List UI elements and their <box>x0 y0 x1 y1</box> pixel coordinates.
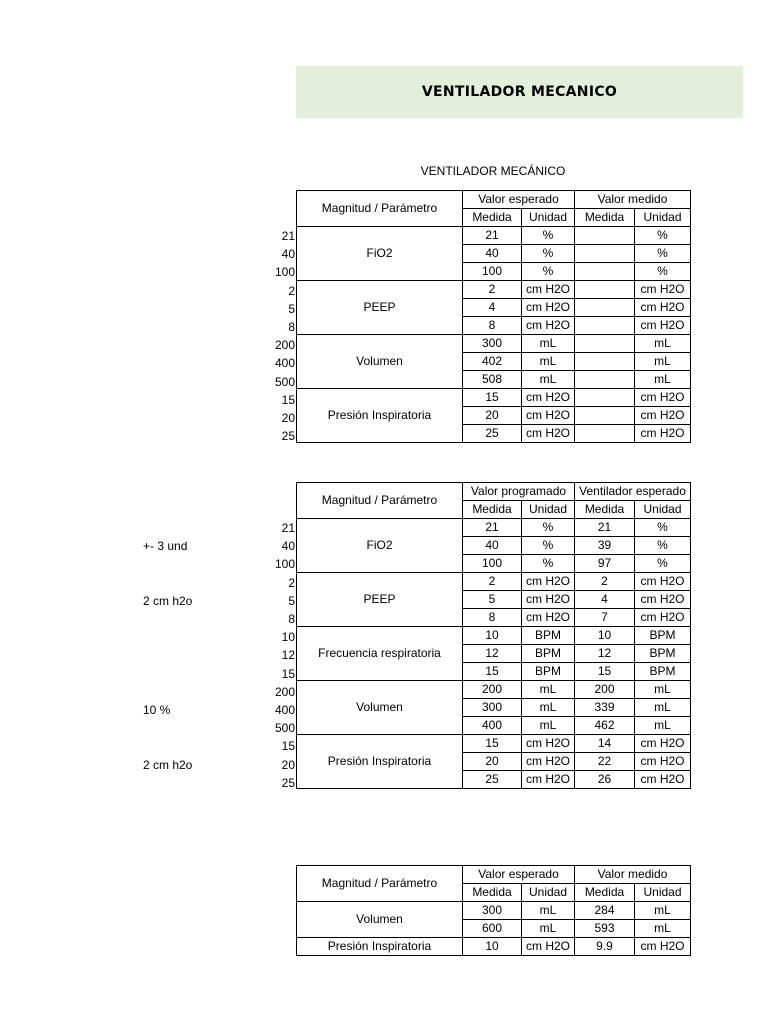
data-cell: 300 <box>463 335 522 353</box>
data-cell: 7 <box>575 609 635 627</box>
data-cell: 26 <box>575 771 635 789</box>
header-group-a: Valor programado <box>463 483 575 501</box>
data-cell: 300 <box>463 699 522 717</box>
data-cell: cm H2O <box>522 938 575 956</box>
table-row <box>297 681 691 699</box>
side-number: 500 <box>274 374 295 389</box>
tolerance-note: +- 3 und <box>143 539 188 554</box>
parameter-label: FiO2 <box>297 519 463 573</box>
data-cell: % <box>635 245 691 263</box>
side-number: 400 <box>274 356 295 371</box>
data-cell: mL <box>635 717 691 735</box>
data-cell <box>575 245 635 263</box>
data-cell: % <box>522 263 575 281</box>
data-cell: 593 <box>575 920 635 938</box>
side-number: 12 <box>281 648 295 663</box>
header-group-b: Valor medido <box>575 866 691 884</box>
side-number: 5 <box>288 301 295 316</box>
data-cell: 21 <box>463 519 522 537</box>
side-number: 15 <box>281 666 295 681</box>
data-cell: 25 <box>463 425 522 443</box>
table-row <box>297 902 691 920</box>
page-title: VENTILADOR MECANICO <box>421 84 618 100</box>
data-cell: 100 <box>463 263 522 281</box>
data-cell <box>575 407 635 425</box>
data-cell <box>575 371 635 389</box>
data-cell: % <box>635 519 691 537</box>
data-cell: 20 <box>463 407 522 425</box>
subheader-cell: Unidad <box>635 884 691 902</box>
data-cell: 22 <box>575 753 635 771</box>
data-cell: % <box>522 555 575 573</box>
side-number: 20 <box>281 411 295 425</box>
table-caption: VENTILADOR MECÁNICO <box>420 164 566 178</box>
data-cell: 2 <box>575 573 635 591</box>
side-number: 40 <box>281 247 295 262</box>
data-cell <box>575 317 635 335</box>
side-number: 21 <box>281 521 295 535</box>
side-number: 25 <box>281 775 295 790</box>
subheader-cell: Medida <box>463 884 522 902</box>
data-cell: cm H2O <box>635 281 691 299</box>
data-cell: 600 <box>463 920 522 938</box>
table-row <box>297 573 691 591</box>
data-cell: cm H2O <box>522 389 575 407</box>
data-cell: % <box>522 245 575 263</box>
side-number: 40 <box>281 539 295 554</box>
data-cell: cm H2O <box>522 299 575 317</box>
data-cell <box>575 281 635 299</box>
header-group-b: Ventilador esperado <box>575 483 691 501</box>
data-cell: cm H2O <box>522 771 575 789</box>
data-cell: 2 <box>463 281 522 299</box>
data-cell: 10 <box>463 627 522 645</box>
data-cell: 15 <box>463 389 522 407</box>
table-row <box>297 335 691 353</box>
title-banner <box>296 66 743 118</box>
data-cell: % <box>522 519 575 537</box>
data-cell: mL <box>522 699 575 717</box>
side-number: 100 <box>274 265 295 280</box>
data-cell: cm H2O <box>522 407 575 425</box>
data-cell <box>575 353 635 371</box>
subheader-cell: Medida <box>463 209 522 227</box>
data-cell: cm H2O <box>635 407 691 425</box>
data-cell: 8 <box>463 317 522 335</box>
data-cell: 10 <box>575 627 635 645</box>
subheader-cell: Medida <box>575 884 635 902</box>
data-cell: cm H2O <box>635 425 691 443</box>
header-parameter: Magnitud / Parámetro <box>297 483 463 519</box>
data-cell: 15 <box>463 663 522 681</box>
parameter-label: Volumen <box>297 335 463 389</box>
data-cell: 4 <box>575 591 635 609</box>
data-cell: cm H2O <box>522 281 575 299</box>
data-cell <box>575 389 635 407</box>
subheader-cell: Medida <box>575 501 635 519</box>
data-cell: mL <box>522 681 575 699</box>
data-cell: 8 <box>463 609 522 627</box>
table-ventilador-2 <box>296 482 691 789</box>
table-row <box>297 227 691 245</box>
side-number: 100 <box>274 557 295 572</box>
data-cell: mL <box>522 353 575 371</box>
table-row <box>297 938 691 956</box>
subheader-cell: Unidad <box>635 501 691 519</box>
data-cell: mL <box>635 681 691 699</box>
table-row <box>297 519 691 537</box>
parameter-label: PEEP <box>297 573 463 627</box>
side-number: 21 <box>281 229 295 243</box>
data-cell: mL <box>635 902 691 920</box>
side-number: 25 <box>281 429 295 444</box>
side-number: 15 <box>281 392 295 407</box>
side-number: 10 <box>281 630 295 645</box>
parameter-label: Volumen <box>297 902 463 938</box>
data-cell: 5 <box>463 591 522 609</box>
data-cell: BPM <box>635 627 691 645</box>
data-cell: 462 <box>575 717 635 735</box>
side-number: 500 <box>274 721 295 736</box>
header-row <box>297 866 691 884</box>
parameter-label: Volumen <box>297 681 463 735</box>
side-number: 200 <box>274 684 295 699</box>
header-group-a: Valor esperado <box>463 866 575 884</box>
data-cell: % <box>635 263 691 281</box>
data-cell: BPM <box>522 627 575 645</box>
side-number: 2 <box>288 283 295 298</box>
data-cell: mL <box>635 699 691 717</box>
header-group-b: Valor medido <box>575 191 691 209</box>
data-cell: % <box>522 227 575 245</box>
data-cell: cm H2O <box>635 389 691 407</box>
header-row <box>297 191 691 209</box>
data-cell <box>575 263 635 281</box>
table-row <box>297 735 691 753</box>
data-cell: 200 <box>575 681 635 699</box>
subheader-cell: Medida <box>575 209 635 227</box>
data-cell: 15 <box>463 735 522 753</box>
data-cell: cm H2O <box>635 591 691 609</box>
data-cell: BPM <box>522 645 575 663</box>
data-cell: cm H2O <box>522 735 575 753</box>
data-cell: cm H2O <box>522 609 575 627</box>
data-cell: cm H2O <box>635 771 691 789</box>
data-cell: cm H2O <box>635 735 691 753</box>
tolerance-note: 2 cm h2o <box>143 757 193 772</box>
data-cell: % <box>522 537 575 555</box>
data-cell: cm H2O <box>635 753 691 771</box>
table-row <box>297 627 691 645</box>
side-number: 5 <box>288 593 295 608</box>
data-cell: BPM <box>635 663 691 681</box>
side-number: 8 <box>288 320 295 334</box>
data-cell: 40 <box>463 537 522 555</box>
data-cell: 100 <box>463 555 522 573</box>
data-cell: 4 <box>463 299 522 317</box>
data-cell: mL <box>522 717 575 735</box>
data-cell: mL <box>635 920 691 938</box>
data-cell: 12 <box>463 645 522 663</box>
header-row <box>297 483 691 501</box>
data-cell: cm H2O <box>522 573 575 591</box>
data-cell: mL <box>522 902 575 920</box>
data-cell: cm H2O <box>635 938 691 956</box>
data-cell: % <box>635 555 691 573</box>
header-parameter: Magnitud / Parámetro <box>297 191 463 227</box>
data-cell: 200 <box>463 681 522 699</box>
data-cell: BPM <box>635 645 691 663</box>
data-cell: 14 <box>575 735 635 753</box>
data-cell: cm H2O <box>635 299 691 317</box>
data-cell: 402 <box>463 353 522 371</box>
parameter-label: FiO2 <box>297 227 463 281</box>
subheader-cell: Unidad <box>635 209 691 227</box>
data-cell: cm H2O <box>522 425 575 443</box>
data-cell: 21 <box>463 227 522 245</box>
data-cell <box>575 425 635 443</box>
parameter-label: Presión Inspiratoria <box>297 389 463 443</box>
data-cell <box>575 299 635 317</box>
subheader-cell: Unidad <box>522 884 575 902</box>
data-cell: mL <box>635 335 691 353</box>
parameter-label: Frecuencia respiratoria <box>297 627 463 681</box>
data-cell: mL <box>522 371 575 389</box>
table-row <box>297 389 691 407</box>
table-row <box>297 281 691 299</box>
data-cell: 284 <box>575 902 635 920</box>
data-cell: 15 <box>575 663 635 681</box>
side-number: 8 <box>288 612 295 626</box>
data-cell: mL <box>635 353 691 371</box>
side-number: 20 <box>281 757 295 772</box>
data-cell: % <box>635 537 691 555</box>
subheader-cell: Medida <box>463 501 522 519</box>
data-cell: 9.9 <box>575 938 635 956</box>
parameter-label: Presión Inspiratoria <box>297 938 463 956</box>
data-cell <box>575 335 635 353</box>
data-cell: cm H2O <box>522 317 575 335</box>
parameter-label: Presión Inspiratoria <box>297 735 463 789</box>
tolerance-note: 2 cm h2o <box>143 593 193 608</box>
data-cell: cm H2O <box>635 609 691 627</box>
data-cell: 97 <box>575 555 635 573</box>
side-number: 2 <box>288 575 295 590</box>
data-cell <box>575 227 635 245</box>
data-cell: 12 <box>575 645 635 663</box>
tolerance-note: 10 % <box>143 703 171 717</box>
data-cell: cm H2O <box>635 317 691 335</box>
data-cell: cm H2O <box>522 591 575 609</box>
header-parameter: Magnitud / Parámetro <box>297 866 463 902</box>
data-cell: 39 <box>575 537 635 555</box>
subheader-cell: Unidad <box>522 501 575 519</box>
data-cell: 339 <box>575 699 635 717</box>
table-ventilador-3 <box>296 865 691 956</box>
data-cell: 300 <box>463 902 522 920</box>
data-cell: 508 <box>463 371 522 389</box>
data-cell: BPM <box>522 663 575 681</box>
data-cell: 40 <box>463 245 522 263</box>
data-cell: cm H2O <box>635 573 691 591</box>
side-number: 400 <box>274 703 295 717</box>
side-number: 15 <box>281 739 295 754</box>
data-cell: % <box>635 227 691 245</box>
data-cell: 20 <box>463 753 522 771</box>
parameter-label: PEEP <box>297 281 463 335</box>
data-cell: cm H2O <box>522 753 575 771</box>
header-group-a: Valor esperado <box>463 191 575 209</box>
data-cell: 400 <box>463 717 522 735</box>
data-cell: mL <box>522 920 575 938</box>
data-cell: 10 <box>463 938 522 956</box>
data-cell: 25 <box>463 771 522 789</box>
side-number: 200 <box>274 338 295 353</box>
subheader-cell: Unidad <box>522 209 575 227</box>
table-ventilador-1 <box>296 190 691 443</box>
data-cell: mL <box>522 335 575 353</box>
data-cell: mL <box>635 371 691 389</box>
data-cell: 2 <box>463 573 522 591</box>
data-cell: 21 <box>575 519 635 537</box>
